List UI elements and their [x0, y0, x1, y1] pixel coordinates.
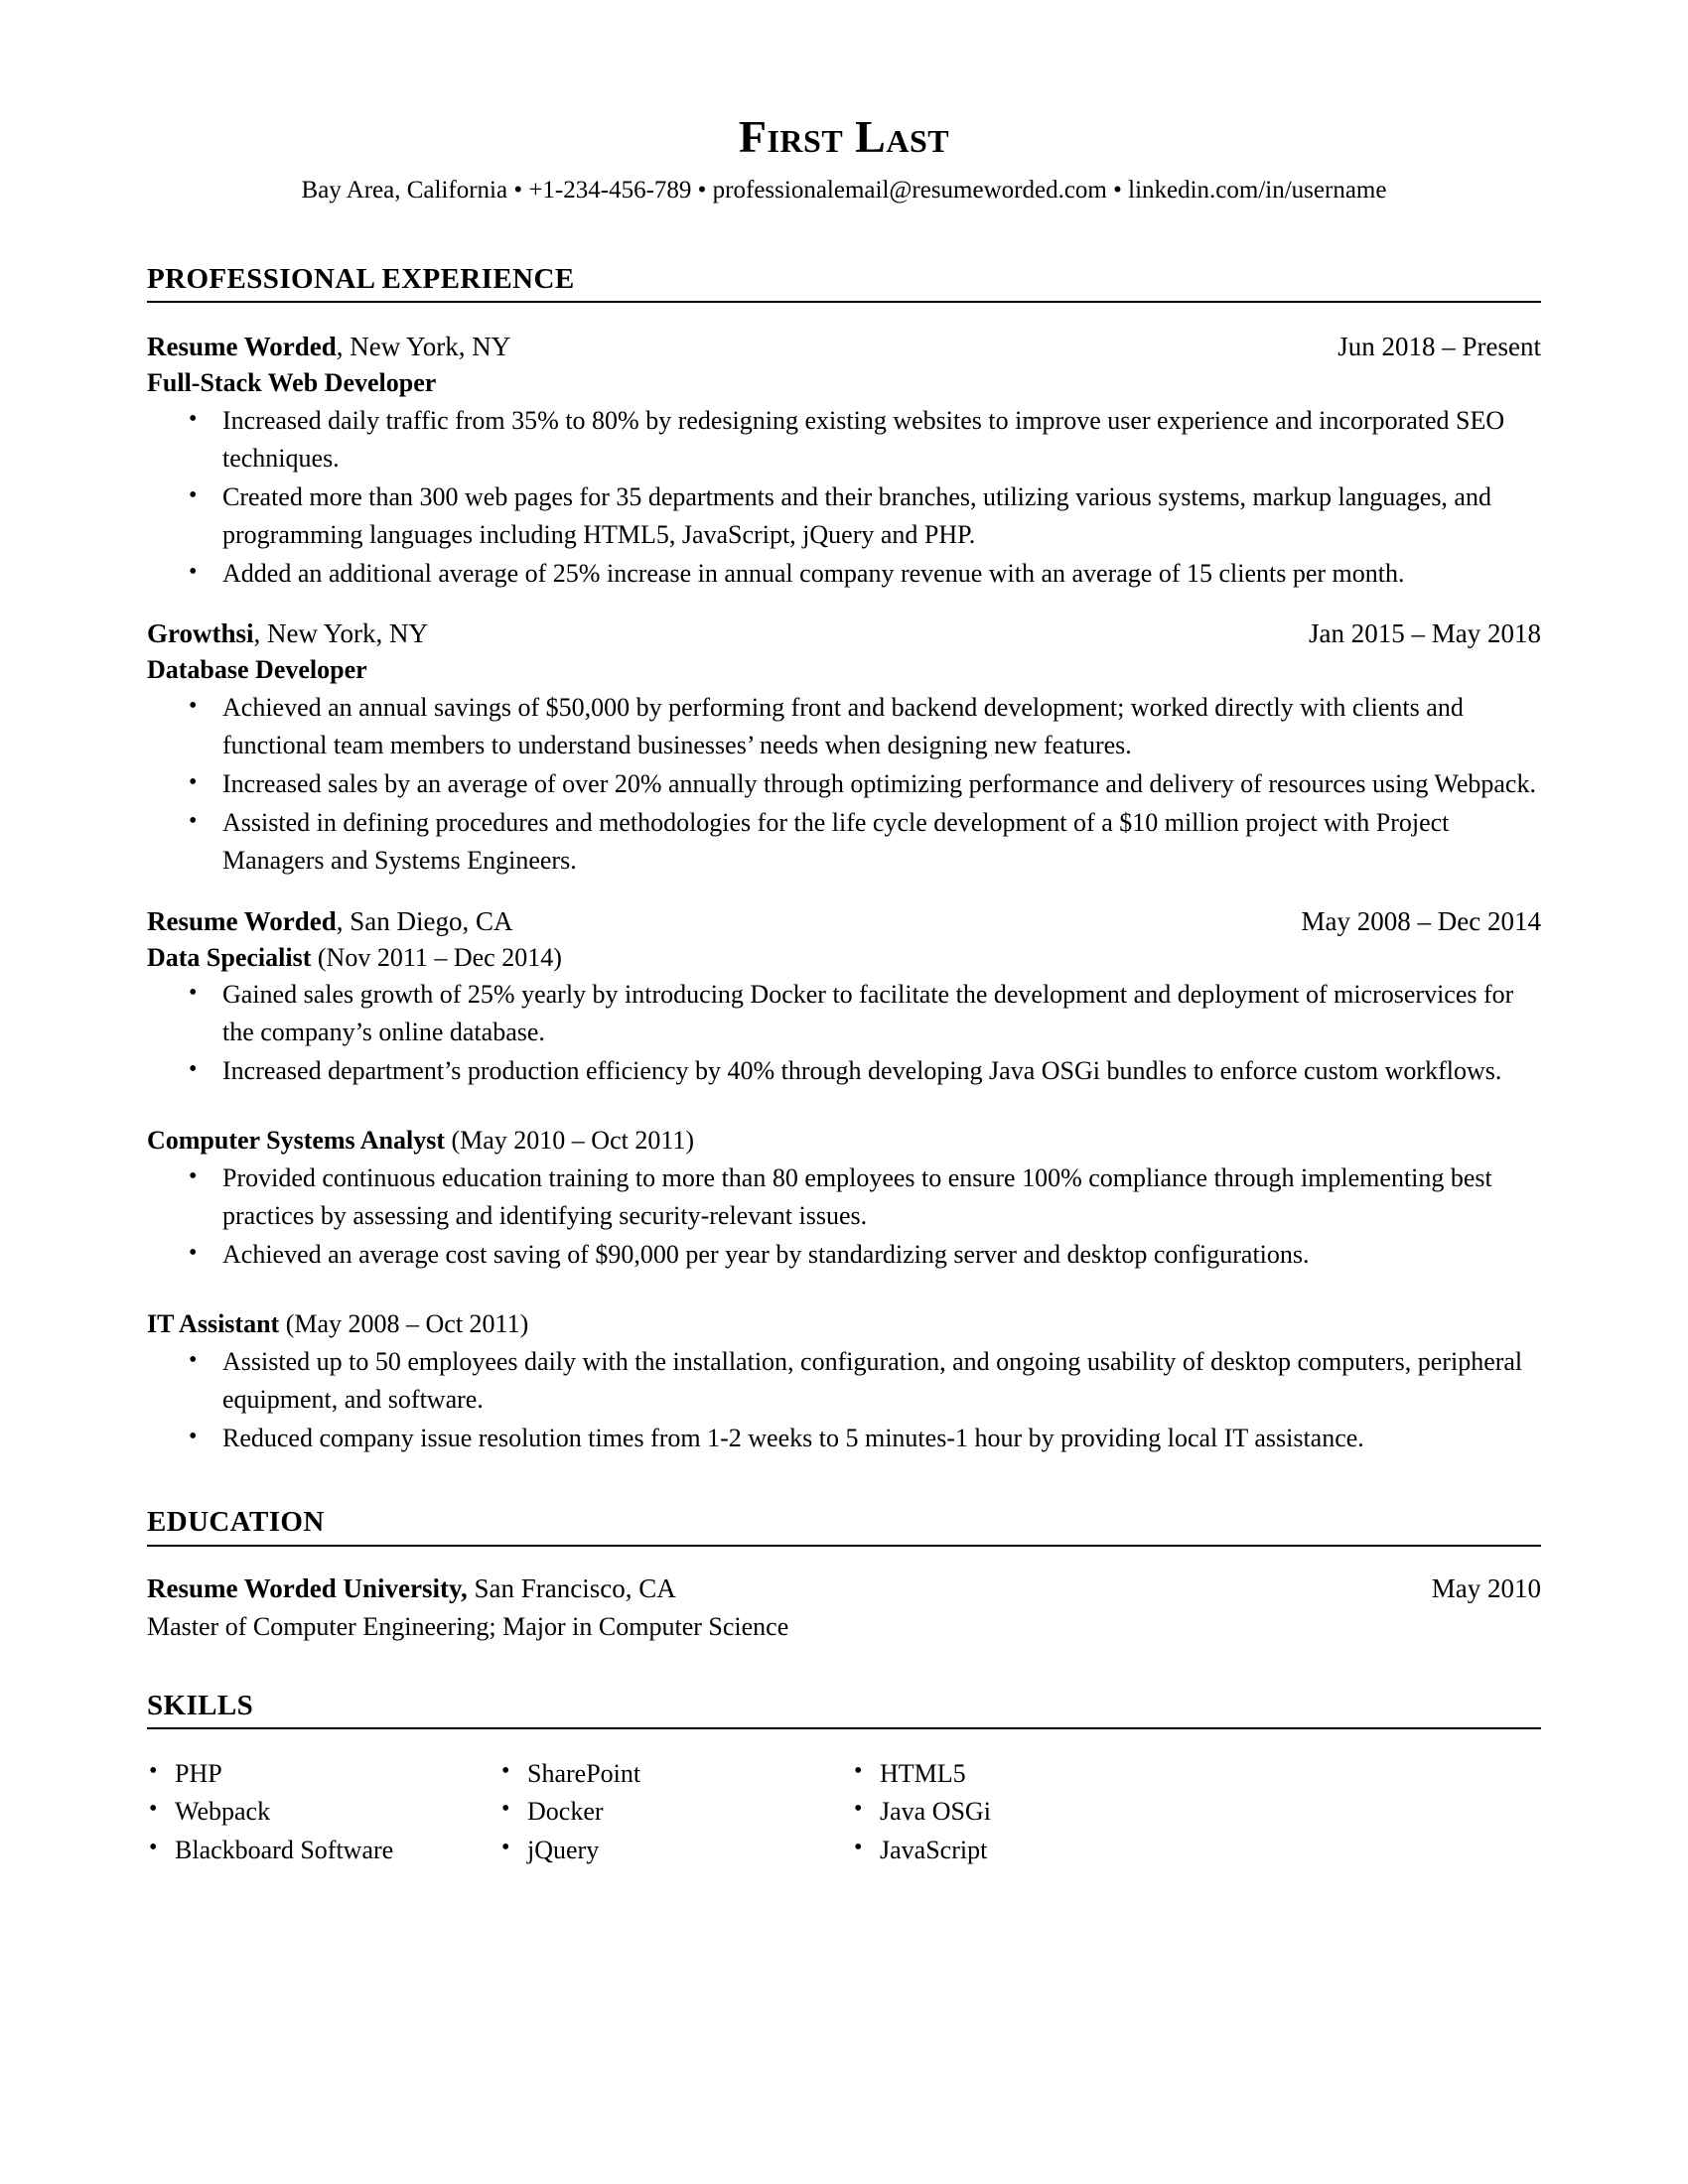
bullet-item: • Reduced company issue resolution times from 1-2 weeks to 5 minutes-1 hour by providing local IT assistance. [147, 1420, 1541, 1457]
role-title: Computer Systems Analyst [147, 1126, 445, 1156]
school-name: Resume Worded University, [147, 1572, 468, 1603]
skill-item: • Webpack [147, 1793, 499, 1831]
education-entries [147, 1572, 1541, 1644]
company-line [147, 331, 510, 364]
bullet-item: • Gained sales growth of 25% yearly by introducing Docker to facilitate the development and deployment of microservices for the company’s online database. [147, 976, 1541, 1051]
job-title [147, 653, 1541, 687]
section-title-skills: SKILLS [147, 1690, 1541, 1729]
job-subtitle [147, 1124, 1541, 1158]
experience-entry [147, 617, 1541, 879]
role-title: IT Assistant [147, 1308, 280, 1338]
education-header [147, 1572, 1541, 1606]
bullet-list [147, 689, 1541, 880]
skill-item: • Docker [499, 1793, 852, 1831]
bullet-list [147, 1160, 1541, 1274]
bullet-item: • Assisted up to 50 employees daily with the installation, configuration, and ongoing usability of desktop computers, peripheral equipment, and software. [147, 1343, 1541, 1419]
company-line [147, 905, 513, 939]
role-dates: (May 2010 – Oct 2011) [444, 1126, 695, 1156]
job-title [147, 366, 1541, 400]
bullet-list [147, 1343, 1541, 1457]
school-location: San Francisco, CA [467, 1572, 676, 1603]
skill-item: • HTML5 [852, 1755, 1541, 1793]
bullet-list [147, 976, 1541, 1090]
experience-entries [147, 331, 1541, 1456]
company-name: Resume Worded [147, 905, 337, 936]
company-location: , San Diego, CA [336, 905, 513, 936]
bullet-item: • Increased daily traffic from 35% to 80% by redesigning existing websites to improve user experience and incorporated SEO techniques. [147, 402, 1541, 478]
experience-entry [147, 331, 1541, 592]
entry-header [147, 905, 1541, 939]
entry-dates: Jan 2015 – May 2018 [1309, 618, 1541, 649]
role-dates: (May 2008 – Oct 2011) [279, 1308, 529, 1338]
job-subtitle [147, 1307, 1541, 1341]
bullet-item: • Created more than 300 web pages for 35 departments and their branches, utilizing various systems, markup languages, and programming languages including HTML5, JavaScript, jQuery and PHP. [147, 478, 1541, 554]
skill-item: • Java OSGi [852, 1793, 1541, 1831]
company-name: Resume Worded [147, 332, 337, 362]
experience-entry [147, 905, 1541, 1457]
role-title: Data Specialist [147, 942, 312, 972]
section-education [147, 1506, 1541, 1643]
skill-item: • PHP [147, 1755, 499, 1793]
bullet-item: • Achieved an average cost saving of $90,000 per year by standardizing server and desktop configurations. [147, 1236, 1541, 1274]
skill-item: • JavaScript [852, 1832, 1541, 1869]
candidate-name: First Last [738, 111, 950, 162]
company-name: Growthsi [147, 618, 254, 649]
resume-header [147, 113, 1541, 207]
job-title [147, 941, 1541, 975]
bullet-item: • Assisted in defining procedures and methodologies for the life cycle development of a $10 million project with Project Managers and Systems Engineers. [147, 804, 1541, 880]
company-location: , New York, NY [253, 618, 429, 649]
bullet-item: • Achieved an annual savings of $50,000 by performing front and backend development; worked directly with clients and functional team members to understand businesses’ needs when designing new features. [147, 689, 1541, 764]
school-line [147, 1572, 676, 1606]
bullet-list [147, 402, 1541, 593]
skills-column-3 [852, 1755, 1541, 1869]
section-title-education: EDUCATION [147, 1506, 1541, 1546]
skill-item: • jQuery [499, 1832, 852, 1869]
section-professional-experience [147, 263, 1541, 1457]
education-dates: May 2010 [1431, 1572, 1541, 1603]
skills-grid [147, 1755, 1541, 1869]
education-degree: Master of Computer Engineering; Major in Computer Science [147, 1611, 789, 1641]
bullet-item: • Increased sales by an average of over 20% annually through optimizing performance and delivery of resources using Webpack. [147, 765, 1541, 803]
bullet-item: • Increased department’s production efficiency by 40% through developing Java OSGi bundles to enforce custom workflows. [147, 1052, 1541, 1090]
bullet-item: • Provided continuous education training to more than 80 employees to ensure 100% compliance through implementing best practices by assessing and identifying security-relevant issues. [147, 1160, 1541, 1235]
section-skills [147, 1690, 1541, 1870]
skill-item: • SharePoint [499, 1755, 852, 1793]
role-dates: (Nov 2011 – Dec 2014) [311, 942, 562, 972]
entry-header [147, 331, 1541, 364]
company-location: , New York, NY [336, 332, 511, 362]
section-title-experience: PROFESSIONAL EXPERIENCE [147, 263, 1541, 303]
skills-column-1 [147, 1755, 499, 1869]
entry-dates: Jun 2018 – Present [1337, 332, 1541, 362]
entry-header [147, 617, 1541, 651]
bullet-item: • Added an additional average of 25% increase in annual company revenue with an average of 15 clients per month. [147, 555, 1541, 593]
role-title: Database Developer [147, 655, 367, 685]
role-title: Full-Stack Web Developer [147, 367, 437, 397]
company-line [147, 617, 428, 651]
entry-dates: May 2008 – Dec 2014 [1301, 905, 1541, 936]
contact-line: Bay Area, California • +1-234-456-789 • professionalemail@resumeworded.com • linkedin.com/in/username [301, 177, 1387, 205]
skill-item: • Blackboard Software [147, 1832, 499, 1869]
skills-column-2 [499, 1755, 852, 1869]
